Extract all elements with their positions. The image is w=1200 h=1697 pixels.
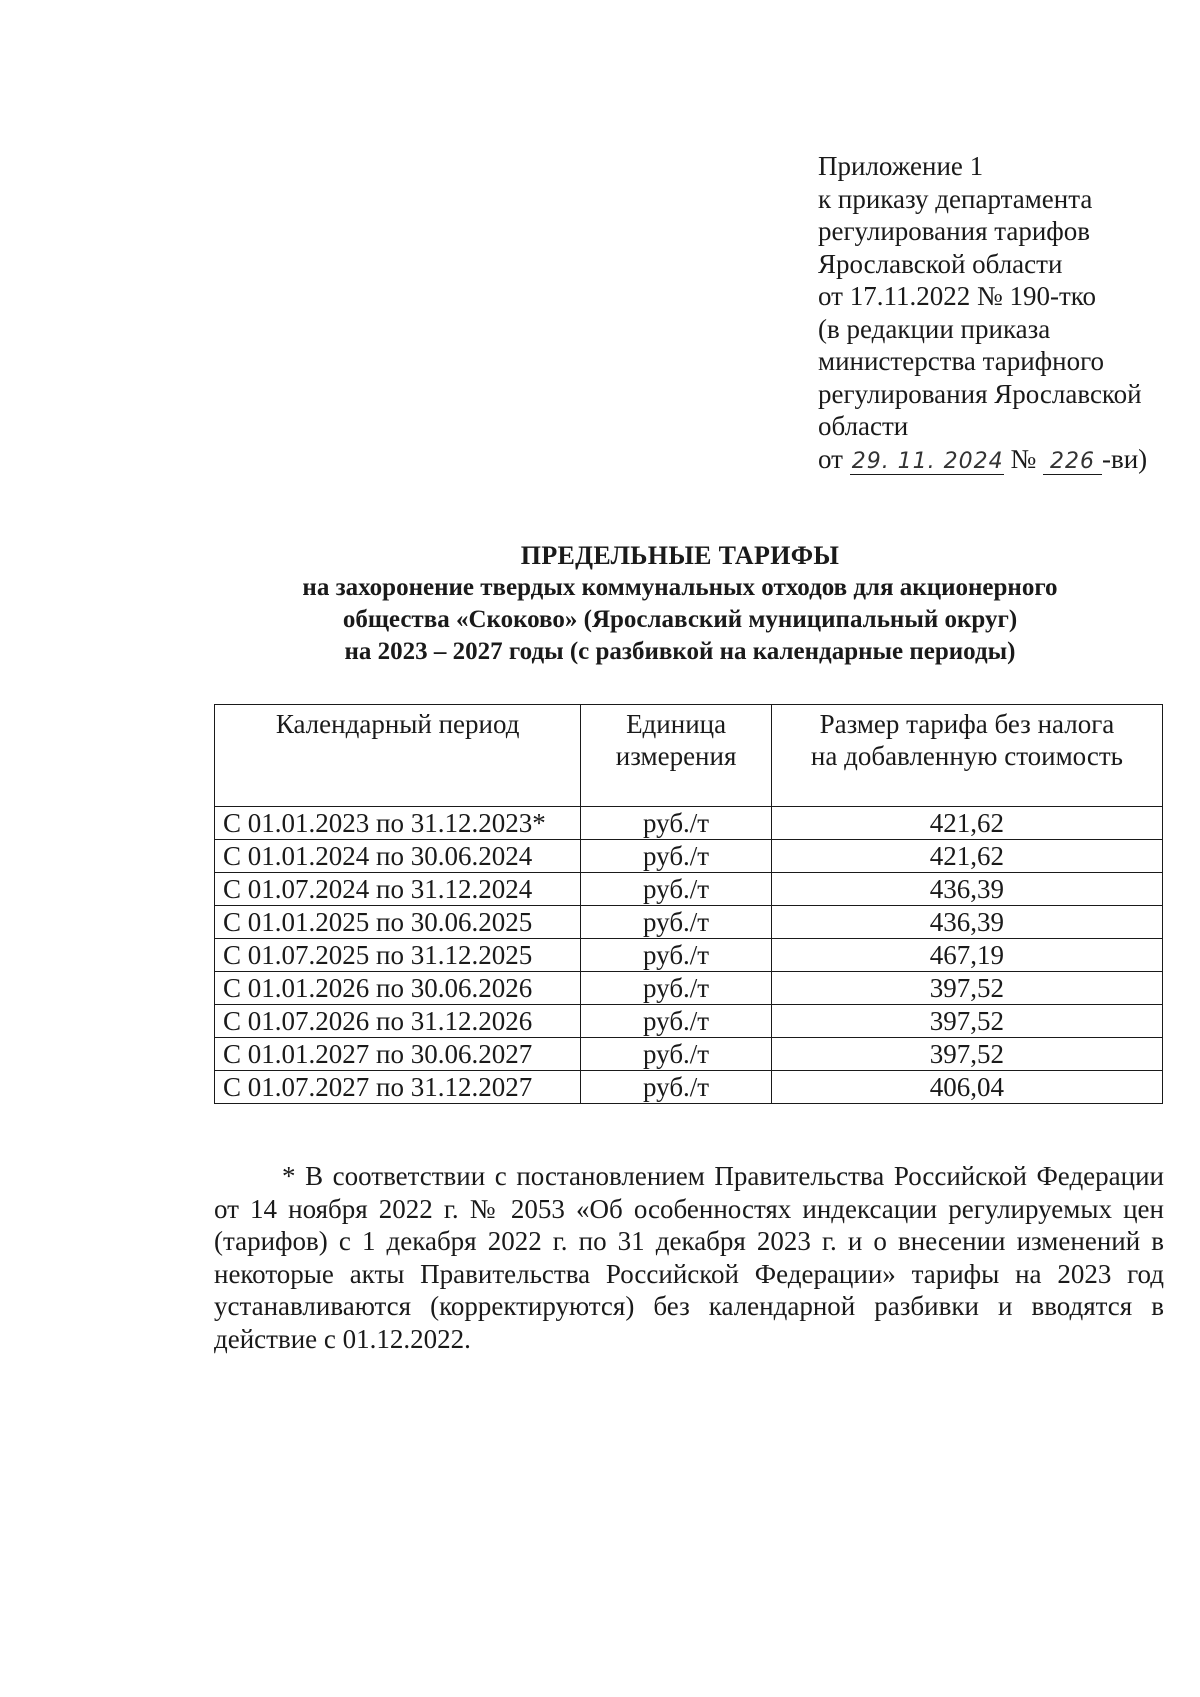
- appendix-line: министерства тарифного: [818, 346, 1105, 376]
- appendix-line: регулирования Ярославской: [818, 378, 1142, 409]
- number-sign: №: [1010, 443, 1037, 474]
- cell-unit: руб./т: [581, 840, 772, 873]
- table-row: [215, 1038, 1163, 1071]
- table-row: [215, 1005, 1163, 1038]
- appendix-line: (в редакции приказа: [818, 313, 1051, 344]
- cell-value: 467,19: [771, 939, 1162, 972]
- table-row: [215, 906, 1163, 939]
- table-header-row: [215, 705, 1163, 807]
- title-main: ПРЕДЕЛЬНЫЕ ТАРИФЫ: [520, 541, 840, 570]
- tariff-table: [214, 704, 1163, 1104]
- appendix-line: Приложение 1: [818, 151, 984, 181]
- header-unit-line-2: измерения: [615, 741, 737, 771]
- header-unit-line-1: Единица: [626, 709, 727, 739]
- appendix-line: к приказу департамента: [818, 183, 1093, 214]
- cell-unit: руб./т: [581, 873, 772, 906]
- cell-period: С 01.01.2023 по 31.12.2023*: [215, 807, 581, 840]
- cell-value: 421,62: [771, 807, 1162, 840]
- cell-unit: руб./т: [581, 972, 772, 1005]
- table-row: [215, 1071, 1163, 1104]
- cell-period: С 01.01.2026 по 30.06.2026: [215, 972, 581, 1005]
- table-row: [215, 807, 1163, 840]
- cell-unit: руб./т: [581, 1005, 772, 1038]
- cell-unit: руб./т: [581, 807, 772, 840]
- cell-period: С 01.07.2026 по 31.12.2026: [215, 1005, 581, 1038]
- document-title: [160, 540, 1200, 668]
- table-row: [215, 873, 1163, 906]
- cell-period: С 01.07.2025 по 31.12.2025: [215, 939, 581, 972]
- cell-unit: руб./т: [581, 1071, 772, 1104]
- appendix-line: Ярославской области: [818, 248, 1063, 279]
- cell-value: 436,39: [771, 906, 1162, 939]
- appendix-line: области: [818, 411, 909, 441]
- title-subtitle-line-3: на 2023 – 2027 годы (с разбивкой на календарные периоды): [344, 638, 1016, 665]
- table-row: [215, 972, 1163, 1005]
- cell-period: С 01.01.2025 по 30.06.2025: [215, 906, 581, 939]
- table-row: [215, 939, 1163, 972]
- handwritten-number: 226: [1043, 450, 1102, 475]
- cell-value: 397,52: [771, 1038, 1162, 1071]
- handwritten-date: 29. 11. 2024: [851, 448, 1004, 474]
- header-value: [771, 705, 1162, 807]
- cell-value: 406,04: [771, 1071, 1162, 1104]
- cell-value: 397,52: [771, 972, 1162, 1005]
- footnote: * В соответствии с постановлением Правительства Российской Федерации от 14 ноября 2022 г. № 2053 «Об особенностях индексации регулируемых цен (тарифов) с 1 декабря 2022 г. по 31 декабря 2023 г. и о внесении изменений в некоторые акты Правительства Российской Федерации» тарифы на 2023 год устанавливаются (корректируются) без календарной разбивки и вводятся в действие с 01.12.2022.: [214, 1161, 1164, 1354]
- title-subtitle-line-1: на захоронение твердых коммунальных отходов для акционерного: [302, 574, 1058, 601]
- header-unit: [581, 705, 772, 807]
- cell-value: 421,62: [771, 840, 1162, 873]
- header-value-line-1: Размер тарифа без налога: [819, 709, 1115, 739]
- header-value-line-2: на добавленную стоимость: [810, 741, 1123, 771]
- appendix-line: регулирования тарифов: [818, 216, 1091, 246]
- amendment-suffix: -ви): [1101, 443, 1148, 474]
- cell-period: С 01.01.2027 по 30.06.2027: [215, 1038, 581, 1071]
- cell-period: С 01.07.2027 по 31.12.2027: [215, 1071, 581, 1104]
- header-period: Календарный период: [215, 705, 581, 807]
- cell-value: 397,52: [771, 1005, 1162, 1038]
- appendix-amendment-line: [818, 443, 1178, 476]
- table-row: [215, 840, 1163, 873]
- cell-unit: руб./т: [581, 906, 772, 939]
- title-subtitle-line-2: общества «Скоково» (Ярославский муниципальный округ): [342, 606, 1018, 633]
- cell-period: С 01.01.2024 по 30.06.2024: [215, 840, 581, 873]
- cell-unit: руб./т: [581, 939, 772, 972]
- appendix-header: [818, 150, 1178, 475]
- cell-period: С 01.07.2024 по 31.12.2024: [215, 873, 581, 906]
- cell-value: 436,39: [771, 873, 1162, 906]
- amendment-prefix: от: [818, 443, 843, 474]
- appendix-line: от 17.11.2022 № 190-тко: [818, 281, 1096, 311]
- cell-unit: руб./т: [581, 1038, 772, 1071]
